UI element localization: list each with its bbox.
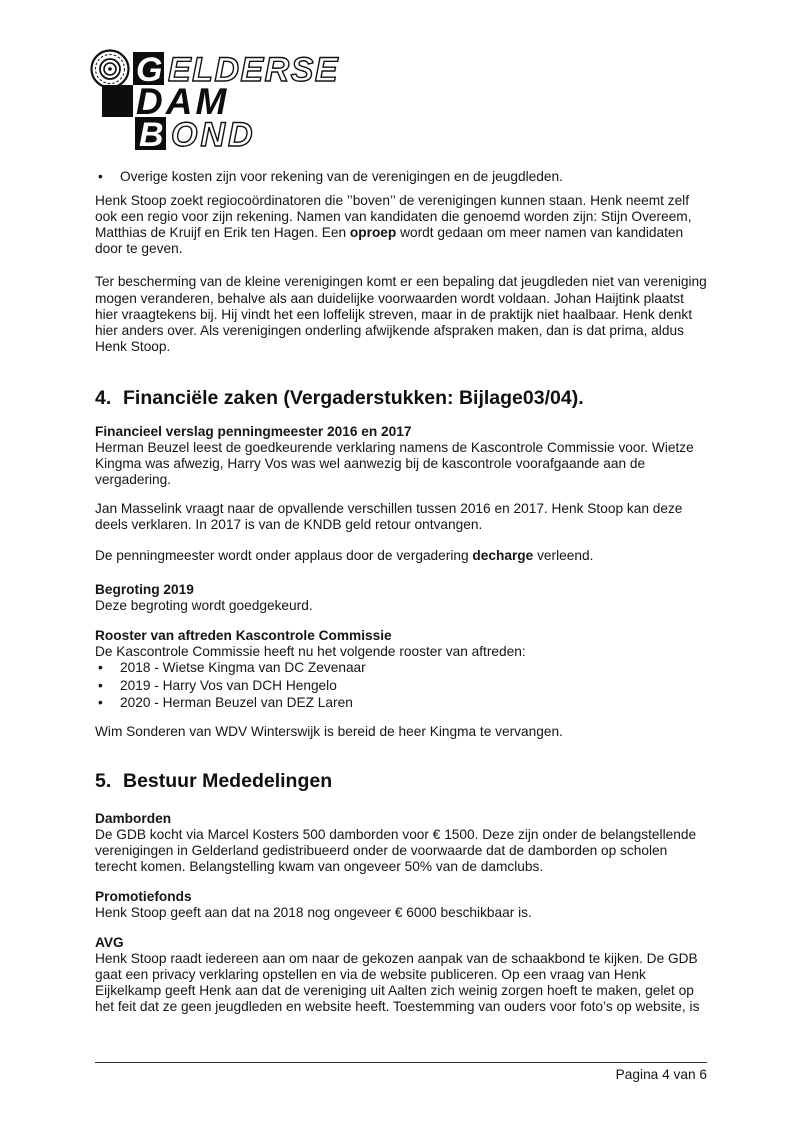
para-rooster-intro: De Kascontrole Commissie heeft nu het volgende rooster van aftreden: [95, 643, 526, 659]
logo-word-elderse: ELDERSE [168, 51, 340, 89]
subheading-damborden: Damborden [95, 810, 172, 826]
para-decharge-text-after: verleend. [533, 547, 594, 563]
document-body [95, 0, 707, 1016]
para-avg: Henk Stoop raadt iedereen aan om naar de gekozen aanpak van de schaakbond te kijken. De GDB gaat een privacy verklaring opstellen en via de website publiceren. Op een vraag van Henk Eijkelkamp geeft Henk aan dat de vereniging uit Aalten zich weinig zorgen hoeft te maken, gelet op het feit dat ze geen jeugdleden en website heeft. Toestemming van ouders voor foto’s op website, is [95, 951, 700, 1015]
rooster-list [95, 660, 707, 711]
para-promotiefonds: Henk Stoop geeft aan dat na 2018 nog ongeveer € 6000 beschikbaar is. [95, 905, 532, 920]
para-regiocoordinatoren [95, 193, 707, 257]
rooster-item-text: 2020 - Herman Beuzel van DEZ Laren [120, 695, 353, 711]
logo-letter-g: G [136, 51, 163, 89]
bullet-glyph: • [98, 659, 103, 675]
para-bescherming: Ter bescherming van de kleine verenigingen komt er een bepaling dat jeugdleden niet van vereniging mogen veranderen, behalve als aan duidelijke voorwaarden wordt voldaan. Johan Haijtink plaatst hier vraagtekens bij. Hij vindt het een loffelijk streven, maar in de praktijk niet haalbaar. Henk denkt hier anders over. Als verenigingen onderling afwijkende afspraken maken, dan is dat prima, aldus Henk Stoop. [95, 274, 707, 354]
intro-bullet-text: Overige kosten zijn voor rekening van de verenigingen en de jeugdleden. [120, 169, 563, 184]
intro-bullet-item [95, 169, 707, 185]
rooster-list-item [95, 678, 707, 694]
section-4-title: Financiële zaken (Vergaderstukken: Bijlage03/04). [123, 386, 584, 409]
section-5-number: 5. [95, 769, 112, 792]
para-rooster-outro: Wim Sonderen van WDV Winterswijk is bereid de heer Kingma te vervangen. [95, 724, 563, 740]
para-decharge-text: De penningmeester wordt onder applaus door de vergadering [95, 547, 473, 563]
rooster-item-text: 2019 - Harry Vos van DCH Hengelo [120, 677, 337, 693]
subheading-rooster: Rooster van aftreden Kascontrole Commissie [95, 627, 392, 643]
rooster-item-text: 2018 - Wietse Kingma van DC Zevenaar [120, 659, 366, 675]
bullet-glyph: • [98, 695, 103, 711]
para-regio-text-after: wordt gedaan om meer namen van kandidaten door te geven. [95, 225, 684, 257]
section-4-heading [95, 386, 707, 410]
rooster-list-item [95, 695, 707, 711]
para-financieel-verslag: Herman Beuzel leest de goedkeurende verklaring namens de Kascontrole Commissie voor. Wietze Kingma was afwezig, Harry Vos was wel aanwezig bij de kascontrole voorafgaande aan de vergadering. [95, 440, 694, 488]
para-damborden: De GDB kocht via Marcel Kosters 500 damborden voor € 1500. Deze zijn onder de belangstellende verenigingen in Gelderland gedistribueerd onder de voorwaarde dat de damborden op scholen terecht komen. Belangstelling kwam van ongeveer 50% van de damclubs. [95, 826, 697, 874]
para-begroting: Deze begroting wordt goedgekeurd. [95, 597, 313, 613]
para-regio-bold-word: oproep [349, 225, 397, 241]
section-4-number: 4. [95, 386, 112, 409]
logo-letter-b: B [139, 116, 164, 154]
page-number: Pagina 4 van 6 [615, 1067, 707, 1082]
para-regio-text: Henk Stoop zoekt regiocoördinatoren die ’’boven’’ de verenigingen kunnen staan. Henk neemt zelf ook een regio voor zijn rekening. Namen van kandidaten die genoemd worden zijn: Stijn Overeem, Matthias de Kruijf en Erik ten Hagen. Een [95, 193, 692, 241]
bullet-glyph: • [98, 677, 103, 693]
para-decharge [95, 548, 707, 564]
subheading-promotiefonds: Promotiefonds [95, 888, 192, 904]
bullet-glyph: • [98, 169, 103, 184]
page-footer [95, 1062, 707, 1082]
logo-word-ond: OND [171, 116, 256, 154]
para-decharge-bold-word: decharge [472, 547, 534, 563]
section-5-heading [95, 769, 707, 793]
logo-word-dam: DAM [136, 81, 230, 122]
para-jan-masselink: Jan Masselink vraagt naar de opvallende verschillen tussen 2016 en 2017. Henk Stoop kan deze deels verklaren. In 2017 is van de KNDB geld retour ontvangen. [95, 501, 683, 533]
subheading-avg: AVG [95, 935, 124, 951]
section-5-title: Bestuur Mededelingen [123, 769, 333, 792]
rooster-list-item [95, 660, 707, 676]
subheading-begroting: Begroting 2019 [95, 581, 194, 597]
subheading-financieel-verslag: Financieel verslag penningmeester 2016 en 2017 [95, 423, 412, 439]
